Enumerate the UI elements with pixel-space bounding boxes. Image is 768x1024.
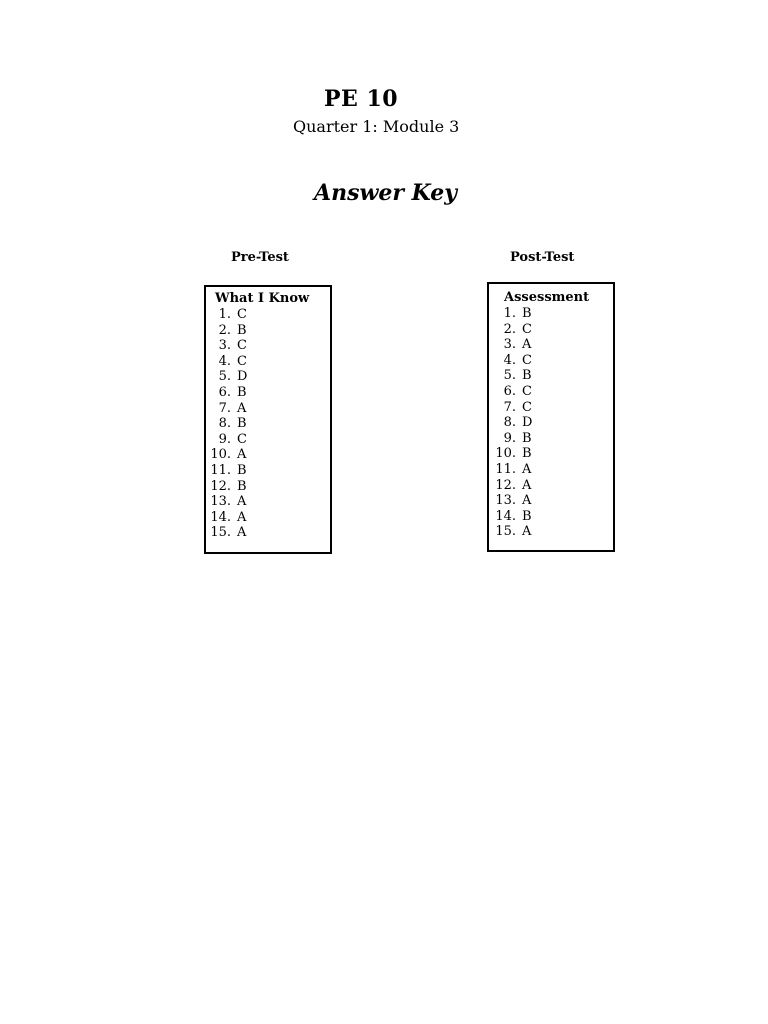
answer-letter: C xyxy=(522,383,532,399)
answer-number: 14. xyxy=(210,509,231,525)
answer-number: 6. xyxy=(503,383,516,399)
answer-row xyxy=(205,353,247,370)
answer-number: 10. xyxy=(495,446,516,462)
answer-letter: C xyxy=(237,307,247,322)
document-title: PE 10 xyxy=(324,86,399,112)
answer-letter: B xyxy=(522,446,532,462)
answer-row xyxy=(205,431,247,448)
answer-letter: D xyxy=(237,369,248,385)
answer-letter: C xyxy=(522,399,532,415)
answer-row xyxy=(490,415,533,431)
pre-test-label: Pre-Test xyxy=(231,250,289,265)
pre-test-heading: What I Know xyxy=(215,291,310,306)
answer-letter: B xyxy=(237,384,247,400)
answer-number: 7. xyxy=(218,400,231,416)
answer-number: 2. xyxy=(218,322,231,338)
answer-letter: A xyxy=(522,493,532,509)
answer-row xyxy=(490,306,532,322)
answer-letter: B xyxy=(522,306,532,321)
answer-letter: A xyxy=(237,400,247,416)
answer-letter: C xyxy=(237,431,247,447)
answer-row xyxy=(205,322,247,339)
answer-row xyxy=(205,509,247,526)
answer-number: 9. xyxy=(503,430,516,446)
answer-row xyxy=(205,338,247,354)
answer-number: 6. xyxy=(218,384,231,400)
answer-letter: B xyxy=(522,430,532,446)
answer-row xyxy=(205,478,247,495)
answer-number: 1. xyxy=(503,306,516,321)
answer-letter: B xyxy=(237,322,247,338)
answer-letter: A xyxy=(237,509,247,525)
answer-number: 11. xyxy=(210,462,231,478)
answer-number: 14. xyxy=(495,508,516,524)
answer-number: 10. xyxy=(210,447,231,463)
pre-test-box xyxy=(204,285,332,554)
answer-row xyxy=(490,524,532,540)
answer-row xyxy=(205,384,247,401)
answer-letter: A xyxy=(522,337,532,353)
answer-row xyxy=(205,400,247,417)
answer-letter: B xyxy=(237,416,247,432)
answer-letter: B xyxy=(237,462,247,478)
answer-letter: B xyxy=(522,508,532,524)
answer-letter: C xyxy=(522,352,532,368)
answer-number: 7. xyxy=(503,399,516,415)
answer-letter: A xyxy=(522,461,532,477)
answer-row xyxy=(490,461,532,478)
answer-letter: B xyxy=(522,368,532,384)
answer-key-heading: Answer Key xyxy=(314,180,458,206)
answer-letter: C xyxy=(237,353,247,369)
answer-row xyxy=(490,446,532,462)
answer-number: 2. xyxy=(503,321,516,337)
answer-letter: A xyxy=(237,525,247,541)
answer-row xyxy=(205,494,247,510)
answer-number: 5. xyxy=(218,369,231,385)
answer-number: 1. xyxy=(218,307,231,322)
answer-number: 11. xyxy=(495,461,516,477)
answer-row xyxy=(205,525,247,541)
answer-letter: A xyxy=(237,494,247,510)
answer-row xyxy=(490,477,532,494)
answer-number: 13. xyxy=(210,494,231,510)
pre-test-answer-list xyxy=(205,307,248,541)
answer-letter: A xyxy=(522,524,532,540)
answer-row xyxy=(490,368,532,384)
answer-row xyxy=(490,383,532,400)
answer-number: 5. xyxy=(503,368,516,384)
post-test-answer-list xyxy=(490,306,533,540)
answer-number: 3. xyxy=(503,337,516,353)
answer-letter: A xyxy=(522,477,532,493)
answer-number: 13. xyxy=(495,493,516,509)
answer-number: 15. xyxy=(210,525,231,541)
answer-row xyxy=(205,447,247,463)
answer-number: 8. xyxy=(503,415,516,431)
answer-row xyxy=(490,399,532,416)
answer-row xyxy=(490,430,532,447)
answer-letter: C xyxy=(522,321,532,337)
answer-row xyxy=(205,462,247,479)
answer-row xyxy=(205,307,247,323)
answer-row xyxy=(205,416,247,432)
answer-row xyxy=(490,508,532,525)
post-test-heading: Assessment xyxy=(504,290,590,305)
answer-number: 15. xyxy=(495,524,516,540)
answer-letter: A xyxy=(237,447,247,463)
answer-number: 4. xyxy=(218,353,231,369)
document-subtitle: Quarter 1: Module 3 xyxy=(293,117,460,136)
answer-number: 12. xyxy=(210,478,231,494)
answer-letter: D xyxy=(522,415,533,431)
answer-letter: C xyxy=(237,338,247,354)
answer-row xyxy=(490,337,532,353)
answer-number: 3. xyxy=(218,338,231,354)
answer-number: 8. xyxy=(218,416,231,432)
answer-letter: B xyxy=(237,478,247,494)
answer-number: 12. xyxy=(495,477,516,493)
answer-row xyxy=(490,352,532,369)
answer-number: 9. xyxy=(218,431,231,447)
post-test-label: Post-Test xyxy=(510,250,575,265)
answer-row xyxy=(490,321,532,338)
post-test-box xyxy=(487,282,615,552)
answer-number: 4. xyxy=(503,352,516,368)
answer-row xyxy=(205,369,248,385)
answer-row xyxy=(490,493,532,509)
